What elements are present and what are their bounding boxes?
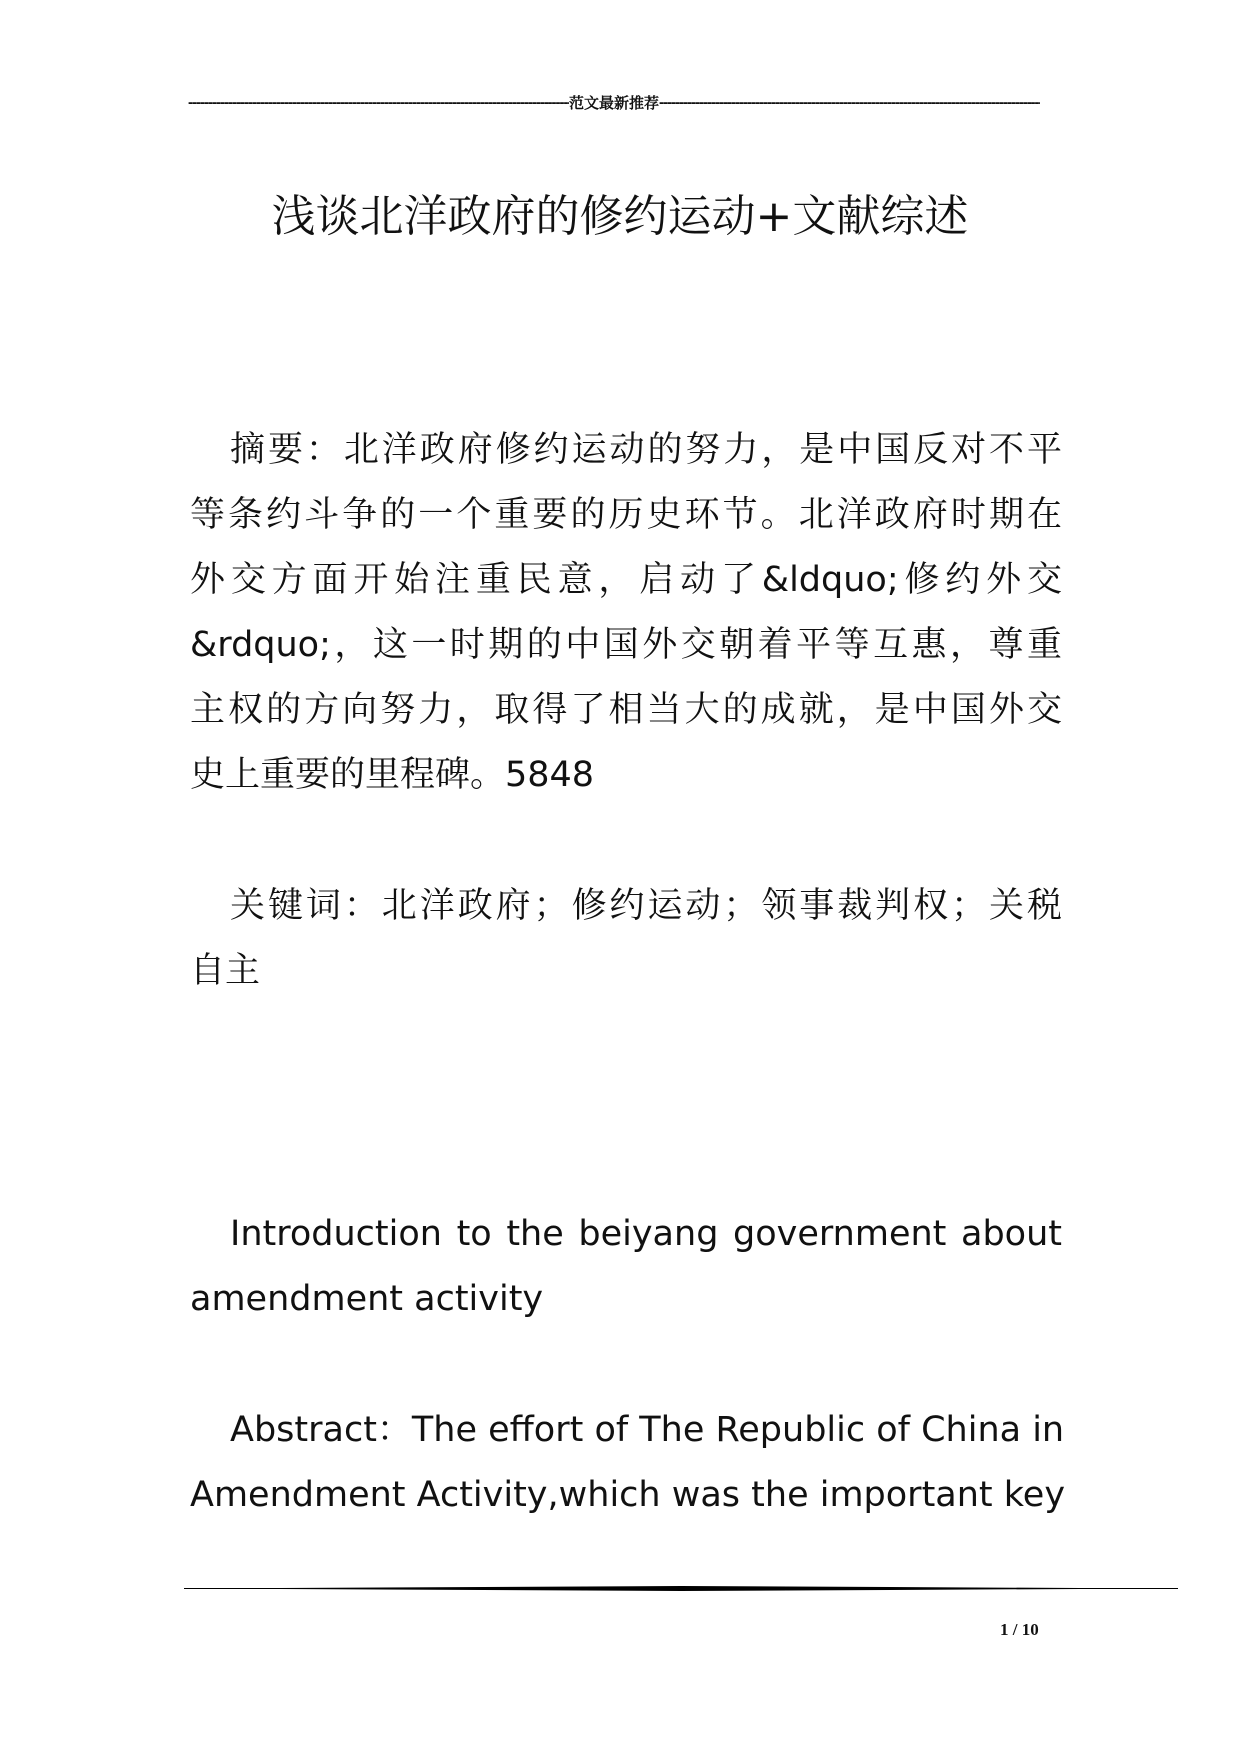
header-dashes: [188, 94, 569, 111]
document-title: 浅谈北洋政府的修约运动+文献综述: [271, 191, 969, 242]
text-line: 关键词：北洋政府；修约运动；领事裁判权；关税: [230, 886, 1062, 926]
text-line: 史上重要的里程碑。5848: [190, 755, 595, 795]
text-line: Amendment Activity,which was the important key: [190, 1475, 1066, 1515]
english-title-paragraph: [190, 1202, 1062, 1332]
page-number: 1 / 10: [1000, 1620, 1039, 1639]
header-dashes: [659, 94, 1040, 111]
footer-rule-thick: [184, 1586, 1178, 1591]
text-line: Abstract：The effort of The Republic of China in: [230, 1410, 1065, 1450]
page-header: [188, 92, 1040, 113]
abstract-en-paragraph: [190, 1398, 1066, 1528]
text-line: Introduction to the beiyang government about: [230, 1214, 1062, 1254]
text-line: 外交方面开始注重民意，启动了&ldquo;修约外交: [190, 560, 1062, 600]
text-line: 摘要：北洋政府修约运动的努力，是中国反对不平: [230, 430, 1062, 470]
text-line: 自主: [190, 951, 261, 991]
text-line: 等条约斗争的一个重要的历史环节。北洋政府时期在: [190, 495, 1062, 535]
text-line: amendment activity: [190, 1279, 544, 1319]
text-line: &rdquo;，这一时期的中国外交朝着平等互惠，尊重: [190, 625, 1062, 665]
header-label: 范文最新推荐: [569, 94, 660, 112]
text-line: 主权的方向努力，取得了相当大的成就，是中国外交: [190, 690, 1062, 730]
abstract-cn-paragraph: [190, 418, 1062, 808]
keywords-paragraph: [190, 874, 1062, 1004]
